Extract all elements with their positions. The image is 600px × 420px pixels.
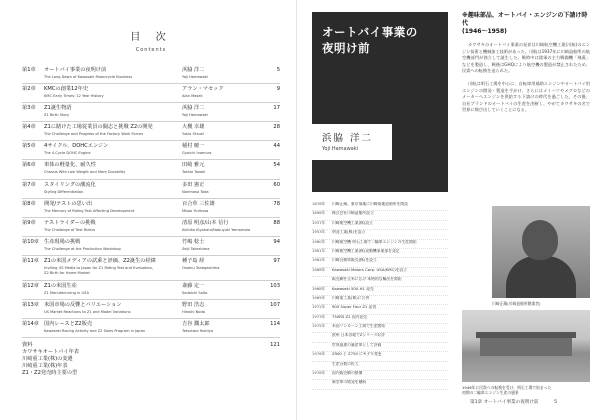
- toc-chapter-number: 第2章: [22, 86, 36, 93]
- chronology-row: [312, 324, 448, 333]
- toc-page: 60: [273, 181, 280, 188]
- appendix-item: 川崎重工業(株)年表: [22, 363, 68, 370]
- appendix-item: Z1・Z2発売時主要の型: [22, 370, 78, 377]
- toc-author: アラン・マセック: [182, 86, 224, 93]
- toc-chapter-title-en: Inviting US Media to Japan for Z1 Riding Test and Evaluation,: [44, 265, 154, 270]
- footer-page-number: 5: [554, 400, 558, 405]
- toc-page: 54: [273, 162, 280, 169]
- toc-entry[interactable]: [22, 256, 280, 281]
- toc-author: 竹嶋 稔士: [182, 238, 205, 245]
- chronology-row: [312, 258, 448, 267]
- chronology-row: [312, 362, 448, 371]
- toc-chapter-title-en: The Challenge of Test Riders: [44, 227, 96, 232]
- toc-author: 野田 浩志: [182, 302, 205, 309]
- portrait-figure-body: [506, 256, 576, 298]
- toc-chapter-title-en: The 4-Cycle DOHC Engine: [44, 151, 91, 156]
- toc-chapter-title: テストライダーの挑戦: [44, 219, 96, 226]
- toc-author: 田崎 雅元: [182, 162, 205, 169]
- factory-caption: [462, 385, 590, 395]
- toc-chapter-number: 第10章: [22, 238, 39, 245]
- appendix-item: カワサキオートバイ年表: [22, 349, 79, 356]
- chronology-year: 1969年: [312, 294, 326, 300]
- toc-page: 5: [276, 67, 280, 73]
- chronology-year: 1960年: [312, 238, 326, 244]
- chronology-text: 米国リンカーン工場で生産開始: [332, 324, 386, 329]
- toc-author-en: Yoji Hamawaki: [182, 113, 208, 118]
- toc-author-en: Tetsutaro Yoshiya: [182, 329, 214, 334]
- toc-author-en: Seiji Takeshima: [182, 246, 210, 251]
- chronology-text: 明発工業(株)を設立: [332, 230, 366, 235]
- chronology-text: 欧州 日本各地でZシリーズ好評: [332, 333, 385, 338]
- toc-chapter-number: 第6章: [22, 162, 36, 169]
- toc-entry[interactable]: [22, 122, 280, 141]
- chronology-row: [312, 211, 448, 220]
- section-heading-line1: ※趣味部品、オートバイ・エンジンの下請け時代: [462, 12, 588, 27]
- factory-building: [480, 338, 572, 356]
- toc-entry[interactable]: [22, 84, 280, 103]
- toc-author: 斎藤 定一: [182, 282, 205, 289]
- toc-chapter-title: Z1に賭けた工場従業員の闘志と挑戦 Z2の開発: [44, 124, 153, 131]
- chronology-row: [312, 221, 448, 230]
- toc-author-en: Yukio Otsuki: [182, 132, 204, 137]
- chronology-year: 1966年: [312, 266, 326, 272]
- toc-page: 103: [270, 282, 280, 289]
- chronology-year: 1972年: [312, 304, 326, 310]
- toc-appendix[interactable]: [22, 338, 280, 377]
- chronology-row: [312, 230, 448, 239]
- chronology-year: 1975年: [312, 323, 326, 329]
- toc-chapter-title-en: US Market Reactions to Z1 and Model Variations: [44, 310, 131, 315]
- chronology-text: Kawasaki 500-H1 発売: [332, 286, 374, 291]
- toc-chapter-number: 第1章: [22, 67, 36, 73]
- toc-chapter-number: 第11章: [22, 257, 39, 264]
- section-heading-line2: (1946〜1958): [462, 28, 507, 35]
- portrait-photo: [492, 206, 590, 298]
- chronology-year: 1937年: [312, 219, 326, 225]
- toc-author: 多田 憲正: [182, 181, 205, 188]
- toc-chapter-title: Z1の米国生産: [44, 282, 77, 289]
- portrait-caption: 川崎正蔵(川崎造船所創業者): [492, 301, 541, 306]
- chronology-row: [312, 315, 448, 324]
- appendix-page: 121: [270, 342, 280, 349]
- toc-chapter-title: 4サイクル、DOHCエンジン: [44, 143, 109, 150]
- chronology-year: [312, 380, 332, 388]
- chronology-list: [312, 202, 448, 390]
- toc-entry[interactable]: [22, 218, 280, 237]
- toc-chapter-title-en: Styling Differentiation: [44, 189, 84, 194]
- toc-entry[interactable]: [22, 300, 280, 319]
- chronology-row: [312, 240, 448, 249]
- toc-author-en: Alan Masek: [182, 94, 203, 99]
- chronology-row: [312, 277, 448, 286]
- article-paragraph: 川航は明石工場を中心に、自転車用補助エンジンやオートバイ用エンジンの開発・製造を手がけ、さらにはメイハツやメグロなどのメーカーへエンジンを供給する下請けの時代を過ごした。その後、自社ブランドのオートバイの生産を決断し、やがてカワサキの名で世界に飛び出していくことになる。: [462, 80, 590, 113]
- chronology-year: [312, 277, 332, 285]
- chronology-row: [312, 305, 448, 314]
- toc-chapter-title-en: The Long Dawn of Kawasaki Motorcycle Business: [44, 75, 133, 79]
- toc-chapter-title-en: Kawasaki Racing Activity and Z2 Sales Program in Japan: [44, 329, 146, 334]
- toc-page: 44: [273, 143, 280, 150]
- chronology-text: Z900 と Z750 にモデル変更: [332, 352, 382, 357]
- toc-author: 種子島 経: [182, 257, 205, 264]
- toc-chapter-title-en: Z1 Manufacturing in USA: [44, 290, 89, 295]
- toc-chapter-number: 第4章: [22, 124, 36, 131]
- chronology-text: 900 Super Four Z1 発表: [332, 305, 377, 310]
- chronology-text: 川崎航空機工業(株)発動機事業部を発足: [332, 248, 400, 253]
- appendix-item: 川崎重工業(株)の変遷: [22, 356, 73, 363]
- toc-chapter-title-en: The Challenge at the Production Workshop: [44, 246, 121, 251]
- toc-author: 清原 明彦/山本 信行: [182, 219, 229, 226]
- chronology-text: Kawasaki Motors Corp. USA(KMC)を設立: [332, 267, 408, 272]
- page-gutter: [296, 0, 297, 420]
- toc-chapter-number: 第13章: [22, 302, 39, 309]
- chronology-row: [312, 352, 448, 361]
- toc-author: 百合草 三佐雄: [182, 200, 215, 207]
- toc-author: 吉谷 鐡太郎: [182, 321, 210, 328]
- section-heading: [462, 12, 590, 36]
- toc-entry[interactable]: [22, 199, 280, 218]
- toc-entry[interactable]: [22, 103, 280, 122]
- chronology-row: [312, 296, 448, 305]
- chronology-year: 1962年: [312, 257, 326, 263]
- toc-page: 28: [273, 124, 280, 131]
- chronology-row: [312, 380, 448, 389]
- chronology-year: [312, 362, 332, 370]
- toc-author-en: Osamu Tanegashima: [182, 265, 220, 270]
- chronology-row: [312, 202, 448, 211]
- toc-page: 94: [273, 238, 280, 245]
- chronology-text: 川崎正蔵、東京築地に川崎築地造船所を開設: [332, 202, 408, 206]
- toc-author: 浜脇 洋二: [182, 67, 205, 73]
- toc-author-en: Gyoichi Inamura: [182, 151, 212, 156]
- toc-chapter-title-en: The Memory of Riding Test Affecting Development: [44, 208, 135, 213]
- chronology-year: 1978年: [312, 370, 326, 376]
- chronology-text: 国内販売網の整備: [332, 371, 363, 376]
- toc-subtitle: Contents: [135, 47, 167, 53]
- article-column: [462, 12, 590, 114]
- toc-entry[interactable]: [22, 180, 280, 199]
- toc-author-en: Hiroshi Noda: [182, 310, 205, 315]
- chronology-year: 1953年: [312, 229, 326, 235]
- chronology-text: 川崎航空機 明石工場で二輪車エンジンの生産開始: [332, 239, 417, 244]
- toc-author-en: Yoji Hamawaki: [182, 75, 208, 79]
- chronology-row: [312, 343, 448, 352]
- toc-chapter-number: 第7章: [22, 181, 36, 188]
- chronology-year: 1878年: [312, 201, 326, 206]
- toc-author-en: Akihiko Kiyohara/Nobuyuki Yamamoto: [182, 227, 251, 232]
- chronology-year: 1961年: [312, 247, 326, 253]
- factory-caption-line1: 1946年に民需への転換を受け、明石工場で始まった: [462, 385, 552, 390]
- toc-author-en: Norimasa Tada: [182, 189, 209, 194]
- toc-author-en: Toshio Tazaki: [182, 170, 206, 175]
- page-footer: [470, 399, 557, 405]
- chronology-row: [312, 287, 448, 296]
- toc-chapter-title: KMCの創業12年史: [44, 86, 89, 93]
- toc-chapter-title: 生産現場の挑戦: [44, 238, 81, 245]
- chapter-title-line2: 夜明け前: [322, 41, 370, 55]
- toc-entry[interactable]: [22, 160, 280, 179]
- toc-chapter-number: 第9章: [22, 219, 36, 226]
- chronology-text: 販売網を全米に広げ 本格的な輸出を開始: [332, 277, 402, 282]
- toc-author-en: Misao Yurikusa: [182, 208, 209, 213]
- chronology-year: 1973年: [312, 313, 326, 319]
- toc-chapter-title-en: Chassis With Low Weight and More Durability: [44, 170, 126, 175]
- chronology-row: [312, 333, 448, 342]
- toc-page: 107: [270, 302, 280, 309]
- chronology-year: [312, 333, 332, 341]
- chronology-text: 株式会社川崎造船所設立: [332, 211, 374, 216]
- chronology-text: 生産台数の拡大: [332, 361, 359, 366]
- toc-chapter-title-en-line2: Z2 Birth for Home Market: [44, 270, 90, 275]
- portrait-figure-head: [522, 220, 558, 260]
- toc-page: 78: [273, 200, 280, 207]
- toc-entry[interactable]: [22, 319, 280, 338]
- toc-chapter-title: オートバイ事業の夜明け前: [44, 67, 107, 73]
- chronology-year: 1976年: [312, 351, 326, 357]
- toc-chapter-title: Z1誕生物語: [44, 105, 72, 112]
- toc-chapter-title-en: Z1 Birth Story: [44, 113, 70, 118]
- toc-chapter-number: 第14章: [22, 321, 39, 328]
- toc-chapter-title-en: KMC Early Times: 12 Year History: [44, 94, 104, 99]
- chronology-row: [312, 249, 448, 258]
- chapter-author-en: Yoji Hamawaki: [322, 146, 359, 152]
- factory-photo: [462, 310, 590, 382]
- toc-page: 88: [273, 219, 280, 226]
- toc-chapter-title: 開発/テストの思い出: [44, 200, 93, 207]
- toc-entry[interactable]: [22, 281, 280, 300]
- toc-entry[interactable]: [22, 141, 280, 160]
- chronology-row: [312, 268, 448, 277]
- toc-chapter-title: スタイリングの潮流化: [44, 181, 96, 188]
- toc-author: 大槻 幸雄: [182, 124, 205, 131]
- toc-author-en: Sadaichi Saito: [182, 290, 208, 295]
- toc-entry[interactable]: [22, 65, 280, 84]
- chronology-year: 1896年: [312, 210, 326, 216]
- appendix-label: 資料: [22, 342, 33, 349]
- toc-page: 17: [273, 105, 280, 112]
- toc-chapter-title: 車体の軽量化、耐久性: [44, 162, 96, 169]
- chronology-year: 1968年: [312, 285, 326, 291]
- article-paragraph: カワサキのオートバイ事業の発祥は川崎航空機工業(川航)のエンジン技術と機械加工技術があった。川航は1937年に川崎造船所の航空機部門が独立して誕生した。戦時中は陸軍の主力戦闘機「飛燕」などを製造し、戦後はGHQにより航空機の製造が禁止されたため、民需への転換を迫られた。: [462, 42, 590, 74]
- toc-author: 稲村 暁一: [182, 143, 205, 150]
- toc-chapter-number: 第8章: [22, 200, 36, 207]
- toc-page: 97: [273, 257, 280, 264]
- toc-chapter-number: 第12章: [22, 282, 39, 289]
- chapter-author: 浜脇 洋二: [322, 133, 374, 144]
- table-of-contents: [22, 28, 280, 377]
- chronology-year: [312, 343, 332, 351]
- chronology-text: 世界最速の量産車として評価: [332, 342, 382, 347]
- chronology-row: [312, 371, 448, 380]
- chronology-text: 川崎重工業(株)に合併: [332, 295, 370, 300]
- toc-chapter-title: 米国市場の反響とバリエーション: [44, 302, 122, 309]
- footer-chapter-label: 第1章 オートバイ事業の夜明け前: [470, 400, 539, 405]
- toc-chapter-title: 国内レースとZ2販売: [44, 321, 93, 328]
- toc-page: 114: [270, 321, 280, 328]
- chronology-text: 川崎航空機工業(株)設立: [332, 220, 373, 225]
- chapter-title-block: [312, 12, 448, 192]
- chapter-title: [322, 24, 418, 56]
- toc-title: 目 次: [130, 32, 172, 43]
- toc-page: 9: [276, 86, 280, 93]
- toc-chapter-number: 第5章: [22, 143, 36, 150]
- toc-chapter-number: 第3章: [22, 105, 36, 112]
- factory-caption-line2: 初期の二輪車エンジン生産の風景: [462, 390, 519, 395]
- chapter-title-line1: オートバイ事業の: [322, 25, 418, 39]
- toc-chapter-title-en: The Challenge and Progress of the Factory Work Forces: [44, 132, 144, 137]
- toc-chapter-title: Z1の米国メディアの試乗と評価、Z2誕生の経緯: [44, 257, 156, 264]
- toc-entry[interactable]: [22, 237, 280, 256]
- chapter-author-tab: [312, 124, 392, 160]
- chronology-text: 新型車の開発を継続: [332, 380, 367, 385]
- chronology-text: 川崎自動車販売(株)を設立: [332, 258, 377, 263]
- chronology-text: 750RS Z2 国内発売: [332, 314, 367, 319]
- toc-author: 浜脇 洋二: [182, 105, 205, 112]
